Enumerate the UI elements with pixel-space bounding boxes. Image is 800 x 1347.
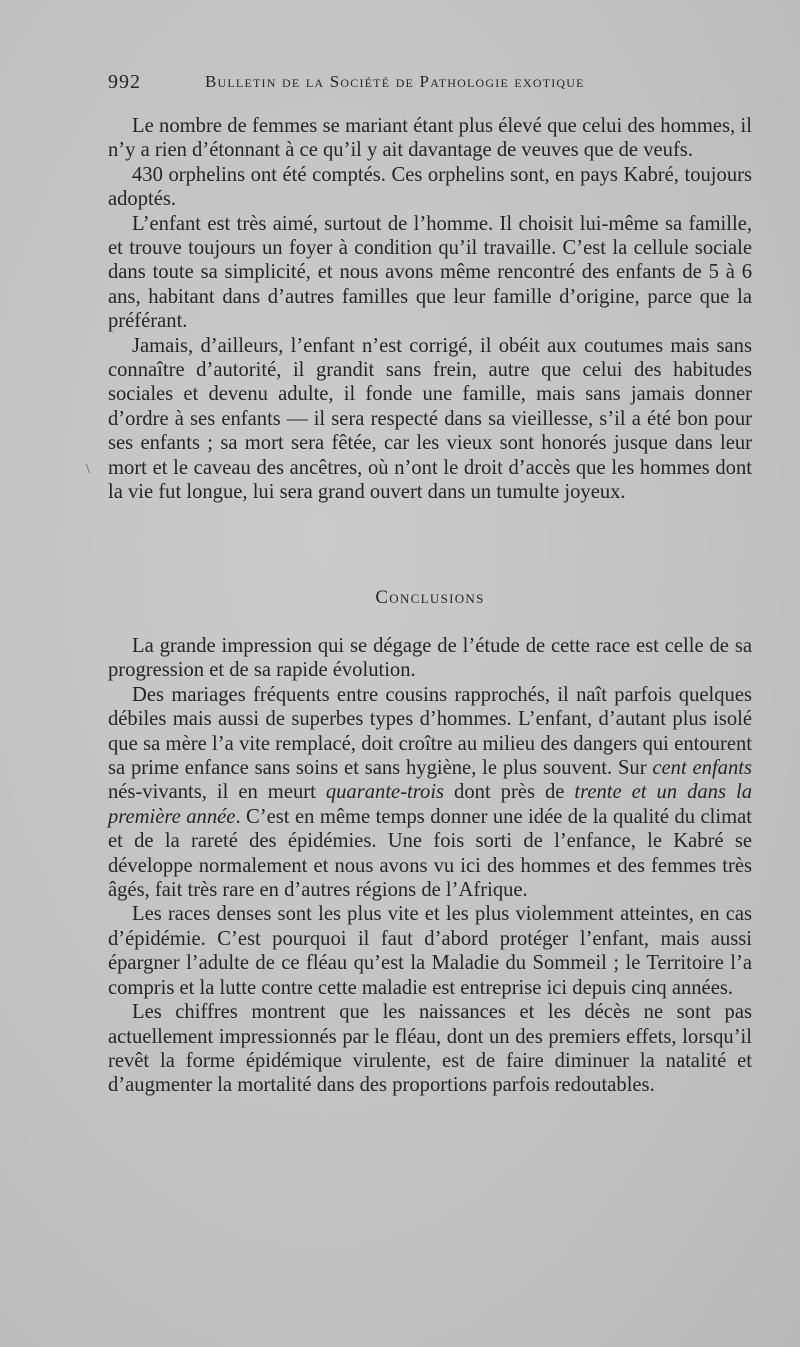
paragraph: Les chiffres montrent que les naissances et les décès ne sont pas actuellement impressionnés par le fléau, dont un des premiers effets, lorsqu’il revêt la forme épidémique virulente, est de faire diminuer la natalité et d’augmenter la mortalité dans des proportions parfois redoutables.: [108, 1001, 752, 1097]
section-body: [108, 114, 752, 505]
running-title: Bulletin de la Société de Pathologie exotique: [205, 72, 585, 91]
paragraph: La grande impression qui se dégage de l’étude de cette race est celle de sa progression et de sa rapide évolution.: [108, 635, 752, 682]
paragraph: L’enfant est très aimé, surtout de l’homme. Il choisit lui-même sa famille, et trouve toujours un foyer à condition qu’il travaille. C’est la cellule sociale dans toute sa simplicité, et nous avons même rencontré des enfants de 5 à 6 ans, habitant dans d’autres familles que leur famille d’origine, parce que la préférant.: [108, 212, 752, 333]
paragraph: Jamais, d’ailleurs, l’enfant n’est corrigé, il obéit aux coutumes mais sans connaître d’autorité, il grandit sans frein, autre que celui des habitudes sociales et devenu adulte, il fonde une famille, mais sans jamais donner d’ordre à ses enfants — il sera respecté dans sa vieillesse, s’il a été bon pour ses enfants ; sa mort sera fêtée, car les vieux sont honorés jusque dans leur mort et le caveau des ancêtres, où n’ont le droit d’accès que les hommes dont la vie fut longue, lui sera grand ouvert dans un tumulte joyeux.: [108, 334, 752, 504]
text-run: . C’est en même temps donner une idée de la qualité du climat et de la rareté des épidémies. Une fois sorti de l’enfance, le Kabré se développe normalement et nous avons vu ici des hommes et des femmes très âgés, fait très rare en d’autres régions de l’Afrique.: [108, 805, 752, 902]
conclusions-body: [108, 634, 752, 1098]
section-heading-conclusions: Conclusions: [375, 587, 485, 608]
paragraph: [108, 683, 752, 903]
text-run: dont près de: [444, 781, 575, 804]
paragraph: Le nombre de femmes se mariant étant plus élevé que celui des hommes, il n’y a rien d’étonnant à ce qu’il y ait davantage de veuves que de veufs.: [108, 115, 752, 162]
text-run: nés-vivants, il en meurt: [108, 781, 326, 804]
paragraph: Les races denses sont les plus vite et les plus violemment atteintes, en cas d’épidémie. C’est pourquoi il faut d’abord protéger l’enfant, mais aussi épargner l’adulte de ce fléau qu’est la Maladie du Sommeil ; le Territoire l’a compris et la lutte contre cette maladie est entreprise ici depuis cinq années.: [108, 903, 752, 999]
italic-text: trente et un dans la première année: [108, 781, 752, 828]
paragraph: 430 orphelins ont été comptés. Ces orphelins sont, en pays Kabré, toujours adoptés.: [108, 163, 752, 211]
page-header: [108, 71, 748, 101]
italic-text: quarante-trois: [325, 781, 445, 804]
text-run: Des mariages fréquents entre cousins rapprochés, il naît parfois quelques débiles mais aussi de superbes types d’hommes. L’enfant, d’autant plus isolé que sa mère l’a vite remplacé, doit croître au milieu des dangers qui entourent sa prime enfance sans soins et sans hygiène, le plus souvent. Sur: [108, 683, 752, 780]
page-number: 992: [108, 71, 141, 93]
italic-text: cent enfants: [652, 757, 753, 780]
margin-mark: \: [86, 462, 90, 477]
